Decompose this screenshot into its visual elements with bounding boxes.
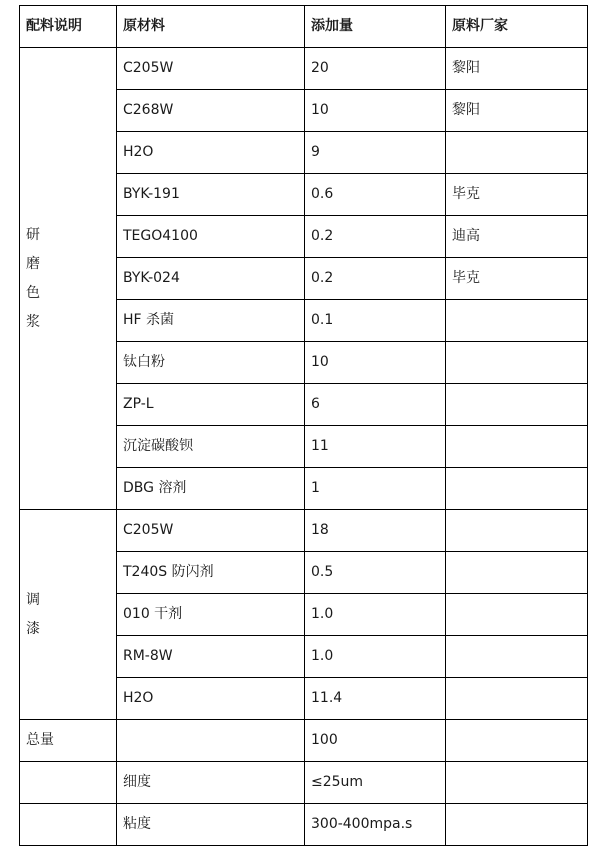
material-cell: DBG 溶剂 xyxy=(117,468,305,510)
amount-cell: 1.0 xyxy=(305,594,446,636)
group-label-char: 调 xyxy=(26,592,40,608)
amount-cell: 6 xyxy=(305,384,446,426)
spec-value-fineness: ≤25um xyxy=(305,762,446,804)
amount-cell: 10 xyxy=(305,90,446,132)
amount-cell: 9 xyxy=(305,132,446,174)
supplier-cell: 黎阳 xyxy=(446,48,588,90)
material-cell: C205W xyxy=(117,48,305,90)
material-cell: C268W xyxy=(117,90,305,132)
spec-name-fineness: 细度 xyxy=(117,762,305,804)
table-row xyxy=(20,48,588,90)
amount-cell: 1 xyxy=(305,468,446,510)
header-cell-description: 配料说明 xyxy=(20,6,117,48)
material-cell: RM-8W xyxy=(117,636,305,678)
supplier-cell xyxy=(446,720,588,762)
material-cell: 010 干剂 xyxy=(117,594,305,636)
material-cell: ZP-L xyxy=(117,384,305,426)
spec-value-viscosity: 300-400mpa.s xyxy=(305,804,446,846)
amount-cell: 11.4 xyxy=(305,678,446,720)
amount-cell: 18 xyxy=(305,510,446,552)
group-label-char: 研 xyxy=(26,227,40,243)
supplier-cell xyxy=(446,132,588,174)
amount-cell: 0.6 xyxy=(305,174,446,216)
amount-cell: 0.2 xyxy=(305,216,446,258)
material-cell: TEGO4100 xyxy=(117,216,305,258)
header-row xyxy=(20,6,588,48)
header-cell-amount: 添加量 xyxy=(305,6,446,48)
group-label-char: 磨 xyxy=(26,256,40,272)
spec-row xyxy=(20,762,588,804)
supplier-cell: 毕克 xyxy=(446,174,588,216)
material-cell: H2O xyxy=(117,132,305,174)
formula-table xyxy=(19,5,588,846)
spec-row xyxy=(20,804,588,846)
group-label-char: 漆 xyxy=(26,621,40,637)
amount-cell: 20 xyxy=(305,48,446,90)
material-cell xyxy=(117,720,305,762)
supplier-cell xyxy=(446,510,588,552)
table-row xyxy=(20,510,588,552)
supplier-cell xyxy=(446,594,588,636)
group-label-char: 浆 xyxy=(26,314,40,330)
material-cell: 钛白粉 xyxy=(117,342,305,384)
material-cell: T240S 防闪剂 xyxy=(117,552,305,594)
material-cell: C205W xyxy=(117,510,305,552)
total-row xyxy=(20,720,588,762)
amount-cell: 11 xyxy=(305,426,446,468)
total-amount: 100 xyxy=(305,720,446,762)
supplier-cell xyxy=(446,426,588,468)
amount-cell: 0.1 xyxy=(305,300,446,342)
supplier-cell xyxy=(446,468,588,510)
header-cell-supplier: 原料厂家 xyxy=(446,6,588,48)
supplier-cell xyxy=(446,636,588,678)
material-cell: BYK-024 xyxy=(117,258,305,300)
material-cell: 沉淀碳酸钡 xyxy=(117,426,305,468)
group-label-char: 色 xyxy=(26,285,40,301)
supplier-cell xyxy=(446,762,588,804)
total-label: 总量 xyxy=(20,720,117,762)
group-label-letdown xyxy=(20,510,117,720)
supplier-cell: 毕克 xyxy=(446,258,588,300)
material-cell: HF 杀菌 xyxy=(117,300,305,342)
supplier-cell xyxy=(446,678,588,720)
spec-name-viscosity: 粘度 xyxy=(117,804,305,846)
supplier-cell: 黎阳 xyxy=(446,90,588,132)
supplier-cell xyxy=(446,342,588,384)
group-label-grinding-paste xyxy=(20,48,117,510)
supplier-cell xyxy=(446,300,588,342)
supplier-cell xyxy=(446,384,588,426)
amount-cell: 10 xyxy=(305,342,446,384)
spec-label xyxy=(20,762,117,804)
supplier-cell: 迪高 xyxy=(446,216,588,258)
material-cell: H2O xyxy=(117,678,305,720)
amount-cell: 1.0 xyxy=(305,636,446,678)
supplier-cell xyxy=(446,552,588,594)
supplier-cell xyxy=(446,804,588,846)
material-cell: BYK-191 xyxy=(117,174,305,216)
spec-label xyxy=(20,804,117,846)
amount-cell: 0.5 xyxy=(305,552,446,594)
header-cell-material: 原材料 xyxy=(117,6,305,48)
amount-cell: 0.2 xyxy=(305,258,446,300)
